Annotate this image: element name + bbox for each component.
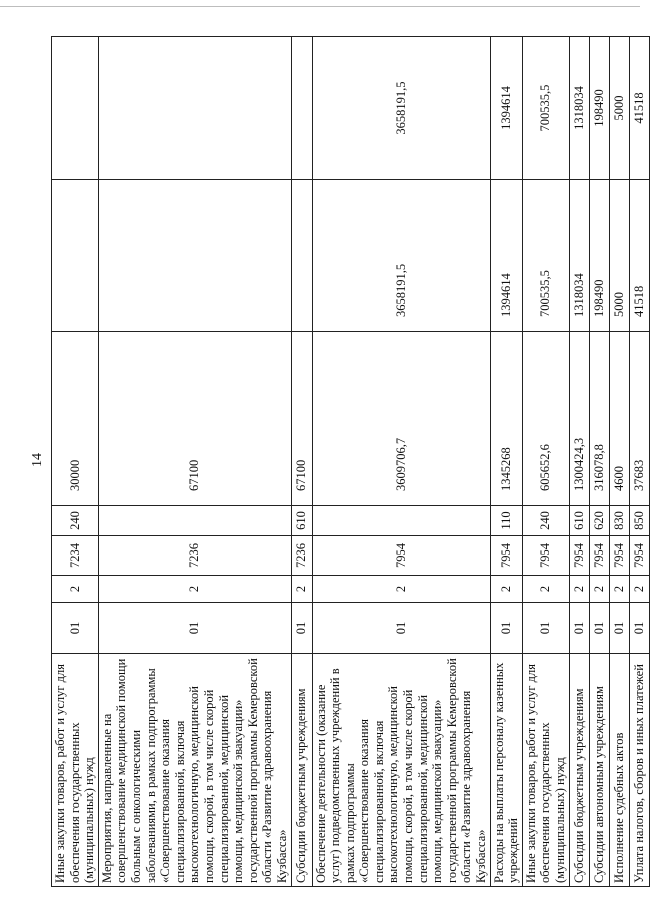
amount-year1-cell: 316078,8 [589, 332, 609, 506]
amount-year2-cell: 5000 [609, 180, 629, 332]
amount-year2-cell: 3658191,5 [312, 180, 490, 332]
expense-type-cell: 110 [490, 506, 522, 536]
amount-year3-cell: 5000 [609, 37, 629, 180]
amount-year1-cell: 37683 [629, 332, 649, 506]
expense-type-cell: 240 [52, 506, 99, 536]
row-name-cell: Расходы на выплаты персоналу казенных учреждений [490, 654, 522, 887]
expense-type-cell: 850 [629, 506, 649, 536]
table-body [52, 37, 650, 887]
amount-year2-cell [291, 180, 312, 332]
table-row [522, 37, 569, 887]
section-code-cell: 01 [312, 603, 490, 654]
amount-year3-cell [291, 37, 312, 180]
article-code-cell: 7954 [312, 536, 490, 576]
row-name-cell: Иные закупки товаров, работ и услуг для обеспечения государственных (муниципальных) нужд [52, 654, 99, 887]
article-code-cell: 7236 [291, 536, 312, 576]
amount-year2-cell: 1394614 [490, 180, 522, 332]
article-code-cell: 7954 [589, 536, 609, 576]
amount-year2-cell [52, 180, 99, 332]
amount-year1-cell: 4600 [609, 332, 629, 506]
amount-year3-cell: 41518 [629, 37, 649, 180]
row-name-cell: Иные закупки товаров, работ и услуг для обеспечения государственных (муниципальных) нужд [522, 654, 569, 887]
rotated-page [51, 37, 646, 887]
budget-table [51, 36, 650, 887]
article-code-cell: 7954 [609, 536, 629, 576]
row-name-cell: Обеспечение деятельности (оказание услуг) подведомственных учреждений в рамках подпрограммы «Совершенствование оказания специализированной, включая высокотехнологичную, медицинской помощи, скорой, в том числе скорой специализированной, медицинской помощи, медицинской эвакуации» государственной программы Кемеровской области «Развитие здравоохранения Кузбасса» [312, 654, 490, 887]
subsection-code-cell: 2 [629, 576, 649, 603]
amount-year1-cell: 605652,6 [522, 332, 569, 506]
subsection-code-cell: 2 [490, 576, 522, 603]
amount-year1-cell: 67100 [291, 332, 312, 506]
row-name-cell: Субсидии бюджетным учреждениям [291, 654, 312, 887]
scan-edge-line [0, 6, 640, 7]
article-code-cell: 7236 [98, 536, 291, 576]
amount-year1-cell: 1300424,3 [569, 332, 589, 506]
section-code-cell: 01 [609, 603, 629, 654]
article-code-cell: 7234 [52, 536, 99, 576]
amount-year2-cell: 700535,5 [522, 180, 569, 332]
amount-year3-cell: 1394614 [490, 37, 522, 180]
section-code-cell: 01 [291, 603, 312, 654]
table-row [490, 37, 522, 887]
amount-year2-cell: 41518 [629, 180, 649, 332]
table-row [609, 37, 629, 887]
section-code-cell: 01 [522, 603, 569, 654]
subsection-code-cell: 2 [98, 576, 291, 603]
amount-year1-cell: 1345268 [490, 332, 522, 506]
table-row [52, 37, 99, 887]
expense-type-cell: 240 [522, 506, 569, 536]
row-name-cell: Субсидии бюджетным учреждениям [569, 654, 589, 887]
page-number: 14 [30, 453, 45, 467]
expense-type-cell: 620 [589, 506, 609, 536]
table-row [291, 37, 312, 887]
section-code-cell: 01 [98, 603, 291, 654]
amount-year2-cell [98, 180, 291, 332]
row-name-cell: Уплата налогов, сборов и иных платежей [629, 654, 649, 887]
row-name-cell: Исполнение судебных актов [609, 654, 629, 887]
table-row [589, 37, 609, 887]
section-code-cell: 01 [569, 603, 589, 654]
amount-year1-cell: 3609706,7 [312, 332, 490, 506]
amount-year3-cell: 700535,5 [522, 37, 569, 180]
amount-year3-cell: 198490 [589, 37, 609, 180]
row-name-cell: Субсидии автономным учреждениям [589, 654, 609, 887]
amount-year3-cell: 1318034 [569, 37, 589, 180]
subsection-code-cell: 2 [569, 576, 589, 603]
amount-year3-cell [98, 37, 291, 180]
subsection-code-cell: 2 [52, 576, 99, 603]
amount-year3-cell [52, 37, 99, 180]
article-code-cell: 7954 [522, 536, 569, 576]
amount-year1-cell: 67100 [98, 332, 291, 506]
article-code-cell: 7954 [629, 536, 649, 576]
table-row [312, 37, 490, 887]
expense-type-cell: 610 [569, 506, 589, 536]
table-row [569, 37, 589, 887]
subsection-code-cell: 2 [589, 576, 609, 603]
amount-year2-cell: 1318034 [569, 180, 589, 332]
section-code-cell: 01 [629, 603, 649, 654]
expense-type-cell [312, 506, 490, 536]
expense-type-cell: 830 [609, 506, 629, 536]
subsection-code-cell: 2 [609, 576, 629, 603]
article-code-cell: 7954 [569, 536, 589, 576]
subsection-code-cell: 2 [312, 576, 490, 603]
subsection-code-cell: 2 [291, 576, 312, 603]
table-row [629, 37, 649, 887]
section-code-cell: 01 [52, 603, 99, 654]
amount-year1-cell: 30000 [52, 332, 99, 506]
section-code-cell: 01 [490, 603, 522, 654]
subsection-code-cell: 2 [522, 576, 569, 603]
expense-type-cell [98, 506, 291, 536]
table-row [98, 37, 291, 887]
row-name-cell: Мероприятия, направленные на совершенствование медицинской помощи больным с онкологическими заболеваниями, в рамках подпрограммы «Совершенствование оказания специализированной, включая высокотехнологичную, медицинской помощи, скорой, в том числе скорой специализированной, медицинской помощи, медицинской эвакуации» государственной программы Кемеровской области «Развитие здравоохранения Кузбасса» [98, 654, 291, 887]
amount-year3-cell: 3658191,5 [312, 37, 490, 180]
article-code-cell: 7954 [490, 536, 522, 576]
section-code-cell: 01 [589, 603, 609, 654]
amount-year2-cell: 198490 [589, 180, 609, 332]
expense-type-cell: 610 [291, 506, 312, 536]
